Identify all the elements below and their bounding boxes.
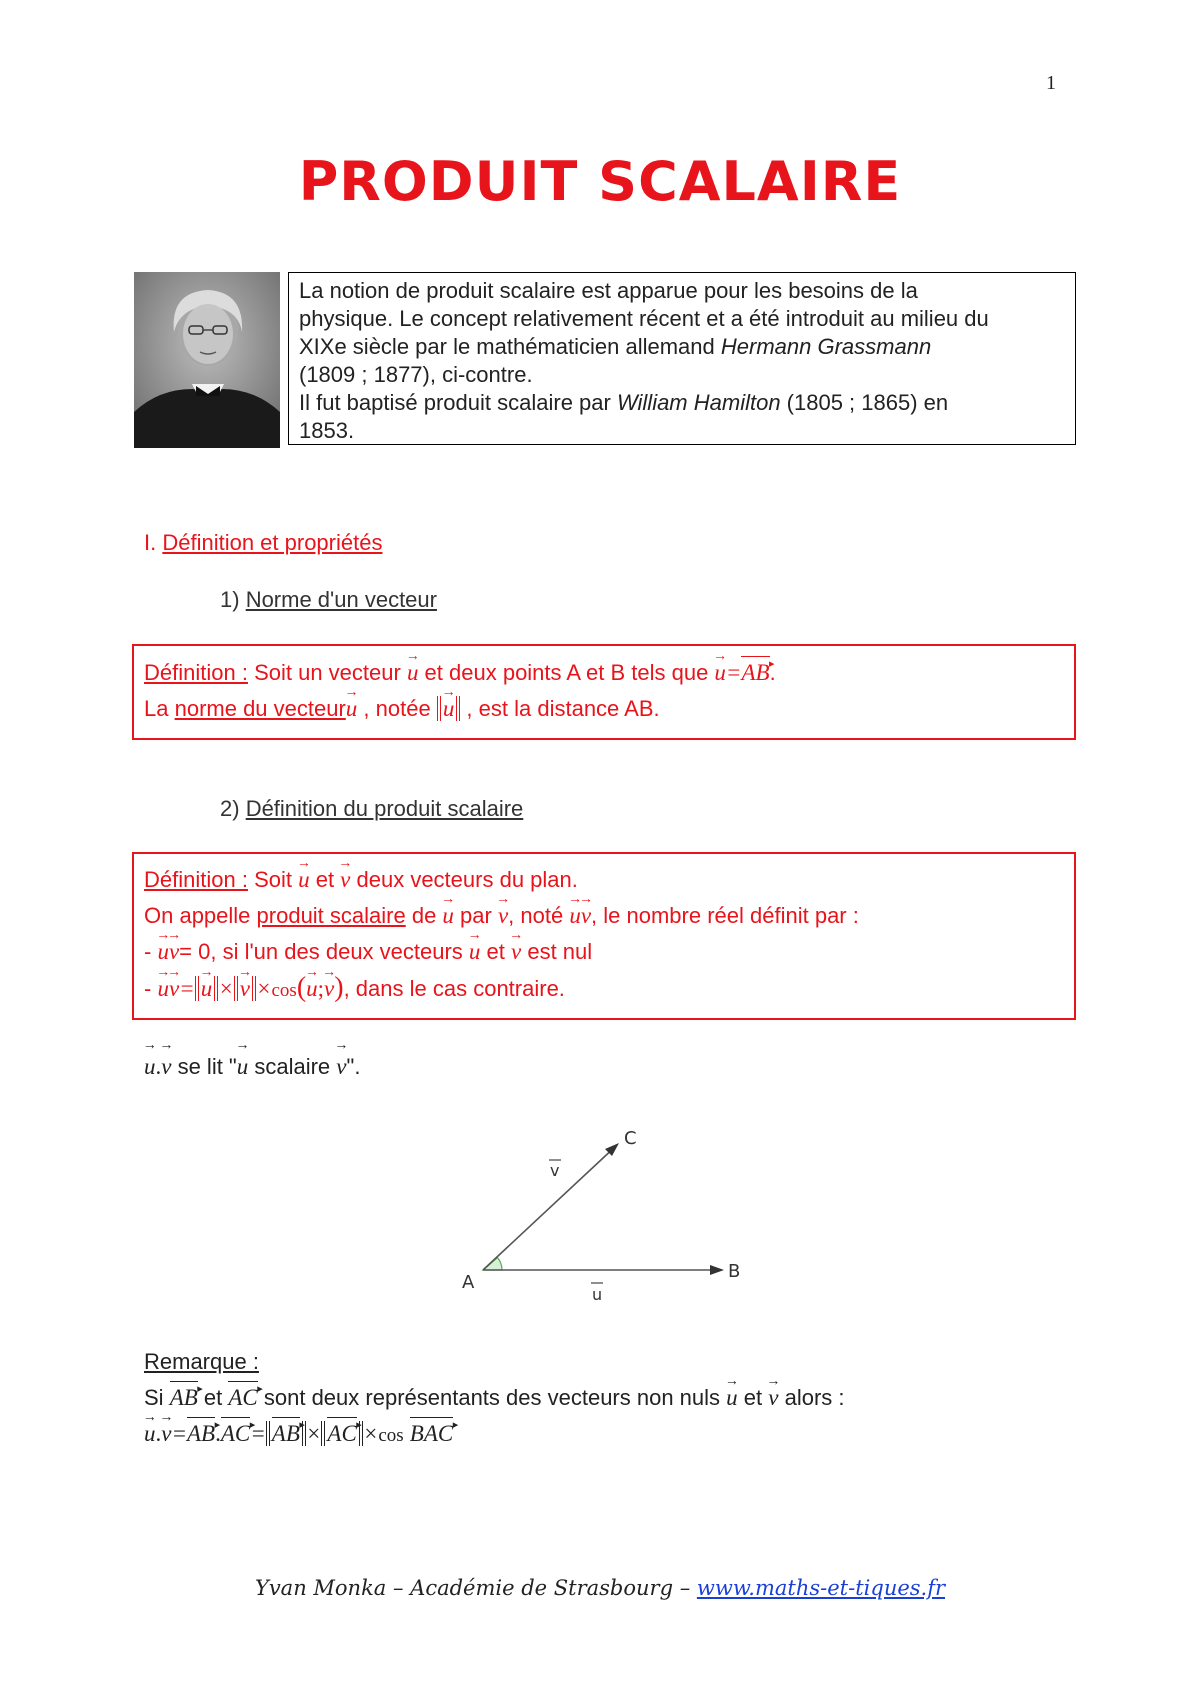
point-b-label: B [728, 1261, 741, 1282]
remark-line: Si AB ▸ et AC ▸ sont deux représentants des vecteurs non nuls → u et → v alors : [144, 1380, 845, 1416]
vector-v-label: v [550, 1161, 560, 1180]
definition-line: Définition : Soit un vecteur → u et deux points A et B tels que → u=AB ▸. [144, 655, 1074, 691]
page-title: PRODUIT SCALAIRE [298, 150, 902, 213]
definition-label: Définition : [144, 660, 248, 685]
intro-text-box [288, 272, 1076, 445]
footer: Yvan Monka – Académie de Strasbourg – www.maths-et-tiques.fr [254, 1576, 946, 1600]
grassmann-name: Hermann Grassmann [720, 334, 932, 359]
definition-box-norm [132, 644, 1076, 740]
subsection-heading: 1) Norme d'un vecteur [220, 587, 437, 612]
remark-block [144, 1344, 845, 1454]
definition-line: - → u→ v=→ u ×→ v ×cos(→ u;→ v), dans le cas contraire. [144, 970, 1074, 1009]
website-link[interactable]: www.maths-et-tiques.fr [696, 1576, 946, 1600]
point-c-label: C [624, 1128, 637, 1149]
remark-formula: → u.→ v=AB ▸.AC ▸= AB ▸ × AC ▸ ×cos BAC ▸ [144, 1416, 845, 1454]
arrow-head-b [710, 1265, 724, 1275]
definition-label: Définition : [144, 867, 248, 892]
vector-figure [440, 1120, 770, 1310]
definition-line: La norme du vecteur→ u , notée → u , est la distance AB. [144, 691, 1074, 727]
definition-line: - → u→ v= 0, si l'un des deux vecteurs → u et → v est nul [144, 934, 1074, 970]
intro-line: La notion de produit scalaire est apparue pour les besoins de la [299, 278, 918, 303]
definition-line: On appelle produit scalaire de → u par → v, noté → u→ v, le nombre réel définit par : [144, 898, 1074, 934]
norm-term: norme du vecteur [174, 696, 346, 721]
section-heading: I. Définition et propriétés [144, 530, 383, 555]
dot-product-term: produit scalaire [256, 903, 406, 928]
intro-line: (1809 ; 1877), ci-contre. [299, 362, 533, 387]
definition-box-dot-product [132, 852, 1076, 1020]
page-number: 1 [1046, 72, 1056, 94]
remark-title: Remarque : [144, 1349, 259, 1374]
vector-u-label: u [592, 1285, 603, 1304]
definition-line: Définition : Soit → u et → v deux vecteurs du plan. [144, 862, 1074, 898]
portrait-photo [134, 272, 280, 448]
reading-note: → u.→ v se lit "→ u scalaire → v". [144, 1054, 360, 1080]
hamilton-name: William Hamilton [616, 390, 781, 415]
point-a-label: A [462, 1272, 475, 1293]
subsection-heading: 2) Définition du produit scalaire [220, 796, 524, 821]
intro-line: XIXe siècle par le mathématicien allemand Hermann Grassmann [299, 334, 932, 359]
intro-line: 1853. [299, 418, 355, 443]
intro-line: Il fut baptisé produit scalaire par William Hamilton (1805 ; 1865) en [299, 390, 949, 415]
intro-line: physique. Le concept relativement récent et a été introduit au milieu du [299, 306, 989, 331]
